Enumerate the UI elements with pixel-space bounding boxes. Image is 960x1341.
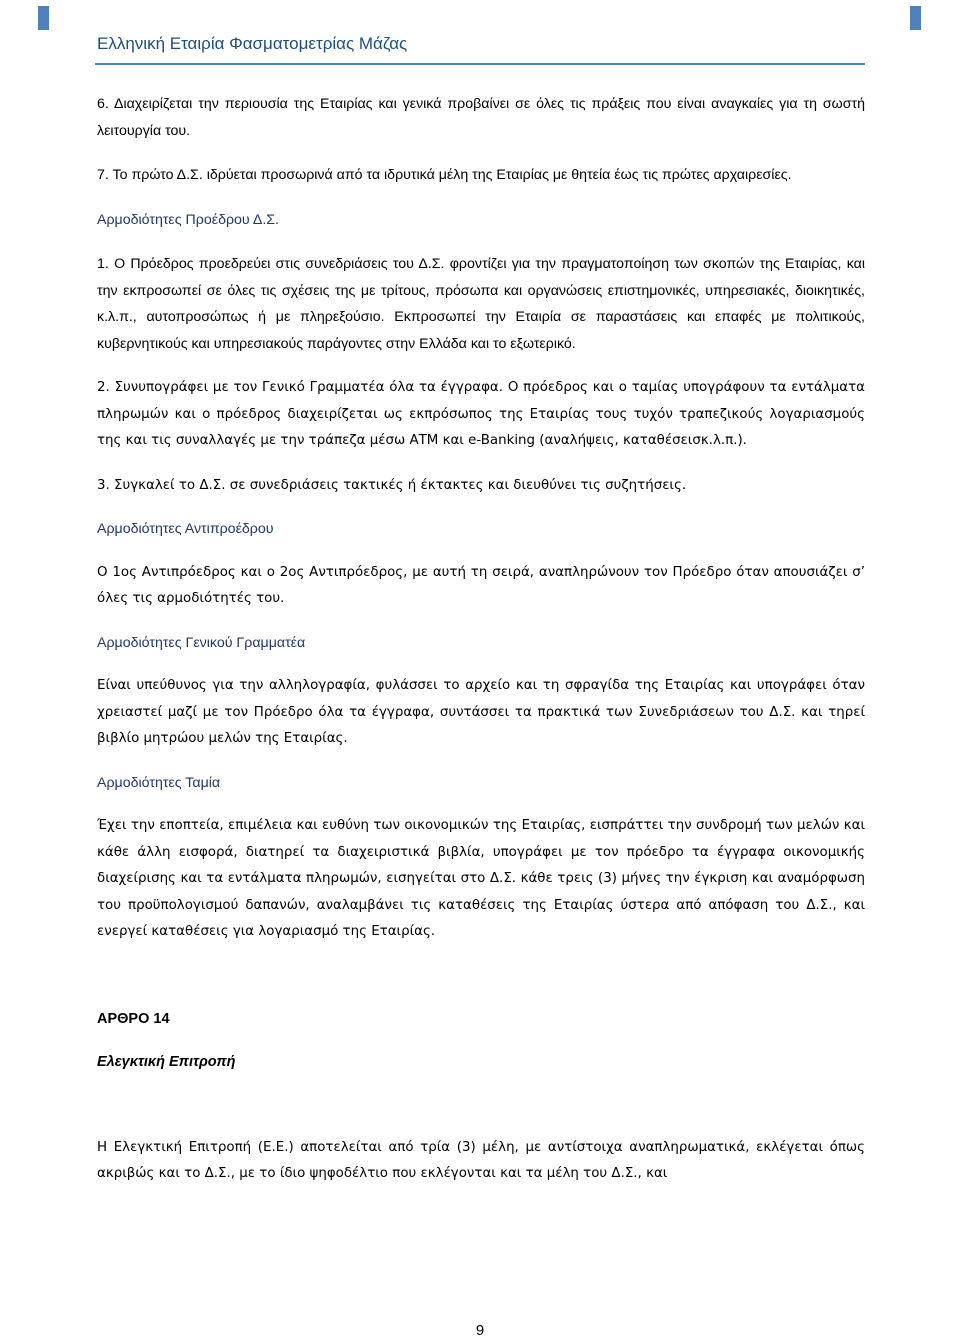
section-heading-treasurer: Αρμοδιότητες Ταμία bbox=[97, 774, 221, 791]
header-corner-mark-left bbox=[38, 6, 49, 30]
header-divider bbox=[95, 63, 865, 65]
article-subtitle: Ελεγκτική Επιτροπή bbox=[97, 1053, 236, 1070]
document-body bbox=[97, 91, 865, 1188]
secretary-text: Είναι υπεύθυνος για την αλληλογραφία, φυλάσσει το αρχείο και τη σφραγίδα της Εταιρίας και υπογράφει όταν χρειαστεί μαζί με τον Πρόεδρο όλα τα έγγραφα, συντάσσει τα πρακτικά των Συνεδριάσεων του Δ.Σ. και τηρεί βιβλίο μητρώου μελών της Εταιρίας. bbox=[97, 678, 865, 746]
president-duty-1: 1. Ο Πρόεδρος προεδρεύει στις συνεδριάσεις του Δ.Σ. φροντίζει για την πραγματοποίηση των σκοπών της Εταιρίας, και την εκπροσωπεί σε όλες τις σχέσεις της με τρίτους, πρόσωπα και οργανώσεις επιστημονικές, υπηρεσιακές, διοικητικές, κ.λ.π., αυτοπροσώπως ή με πληρεξούσιο. Εκπροσωπεί την Εταιρία σε παραστάσεις και επαφές με πολιτικούς, κυβερνητικούς και υπηρεσιακούς παράγοντες στην Ελλάδα και το εξωτερικό. bbox=[97, 256, 865, 352]
vice-president-text: Ο 1ος Αντιπρόεδρος και ο 2ος Αντιπρόεδρος, με αυτή τη σειρά, αναπληρώνουν τον Πρόεδρο όταν απουσιάζει σ’ όλες τις αρμοδιότητές του. bbox=[97, 564, 865, 606]
header-title: Ελληνική Εταιρία Φασματομετρίας Μάζας bbox=[97, 34, 408, 53]
section-heading-secretary: Αρμοδιότητες Γενικού Γραμματέα bbox=[97, 634, 306, 651]
page-number: 9 bbox=[475, 1322, 485, 1339]
paragraph-item-7: 7. Το πρώτο Δ.Σ. ιδρύεται προσωρινά από τα ιδρυτικά μέλη της Εταιρίας με θητεία έως τις πρώτες αρχαιρεσίες. bbox=[97, 167, 792, 183]
president-duty-2: 2. Συνυπογράφει με τον Γενικό Γραμματέα όλα τα έγγραφα. Ο πρόεδρος και ο ταμίας υπογράφουν τα εντάλματα πληρωμών και ο πρόεδρος διαχειρίζεται ως εκπρόσωπος της Εταιρίας τους τυχόν τραπεζικούς λογαριασμούς της και τις συναλλαγές με την τράπεζα μέσω ΑΤΜ και e-Banking (αναλήψεις, καταθέσεισκ.λ.π.). bbox=[97, 380, 865, 448]
header-corner-mark-right bbox=[910, 6, 921, 30]
president-duty-3: 3. Συγκαλεί το Δ.Σ. σε συνεδριάσεις τακτικές ή έκτακτες και διευθύνει τις συζητήσεις. bbox=[97, 477, 687, 493]
audit-committee-text: Η Ελεγκτική Επιτροπή (Ε.Ε.) αποτελείται από τρία (3) μέλη, με αντίστοιχα αναπληρωματικά, εκλέγεται όπως ακριβώς και το Δ.Σ., με το ίδιο ψηφοδέλτιο που εκλέγονται και τα μέλη του Δ.Σ., και bbox=[97, 1139, 865, 1181]
article-title: ΑΡΘΡΟ 14 bbox=[97, 1010, 170, 1027]
treasurer-text: Έχει την εποπτεία, επιμέλεια και ευθύνη των οικονομικών της Εταιρίας, εισπράττει την συνδρομή των μελών και κάθε άλλη εισφορά, διατηρεί τα διαχειριστικά βιβλία, υπογράφει με τον πρόεδρο τα έγγραφα οικονομικής διαχείρισης και τα εντάλματα πληρωμών, εισηγείται στο Δ.Σ. κάθε τρεις (3) μήνες την έγκριση και αναμόρφωση του προϋπολογισμού δαπανών, αναλαμβάνει τις καταθέσεις της Εταιρίας ύστερα από απόφαση του Δ.Σ., και ενεργεί καταθέσεις για λογαριασμό της Εταιρίας. bbox=[97, 818, 865, 939]
section-heading-vice-president: Αρμοδιότητες Αντιπροέδρου bbox=[97, 521, 274, 537]
section-heading-president: Αρμοδιότητες Προέδρου Δ.Σ. bbox=[97, 211, 279, 228]
paragraph-item-6: 6. Διαχειρίζεται την περιουσία της Εταιρίας και γενικά προβαίνει σε όλες τις πράξεις που είναι αναγκαίες για τη σωστή λειτουργία του. bbox=[97, 96, 865, 139]
